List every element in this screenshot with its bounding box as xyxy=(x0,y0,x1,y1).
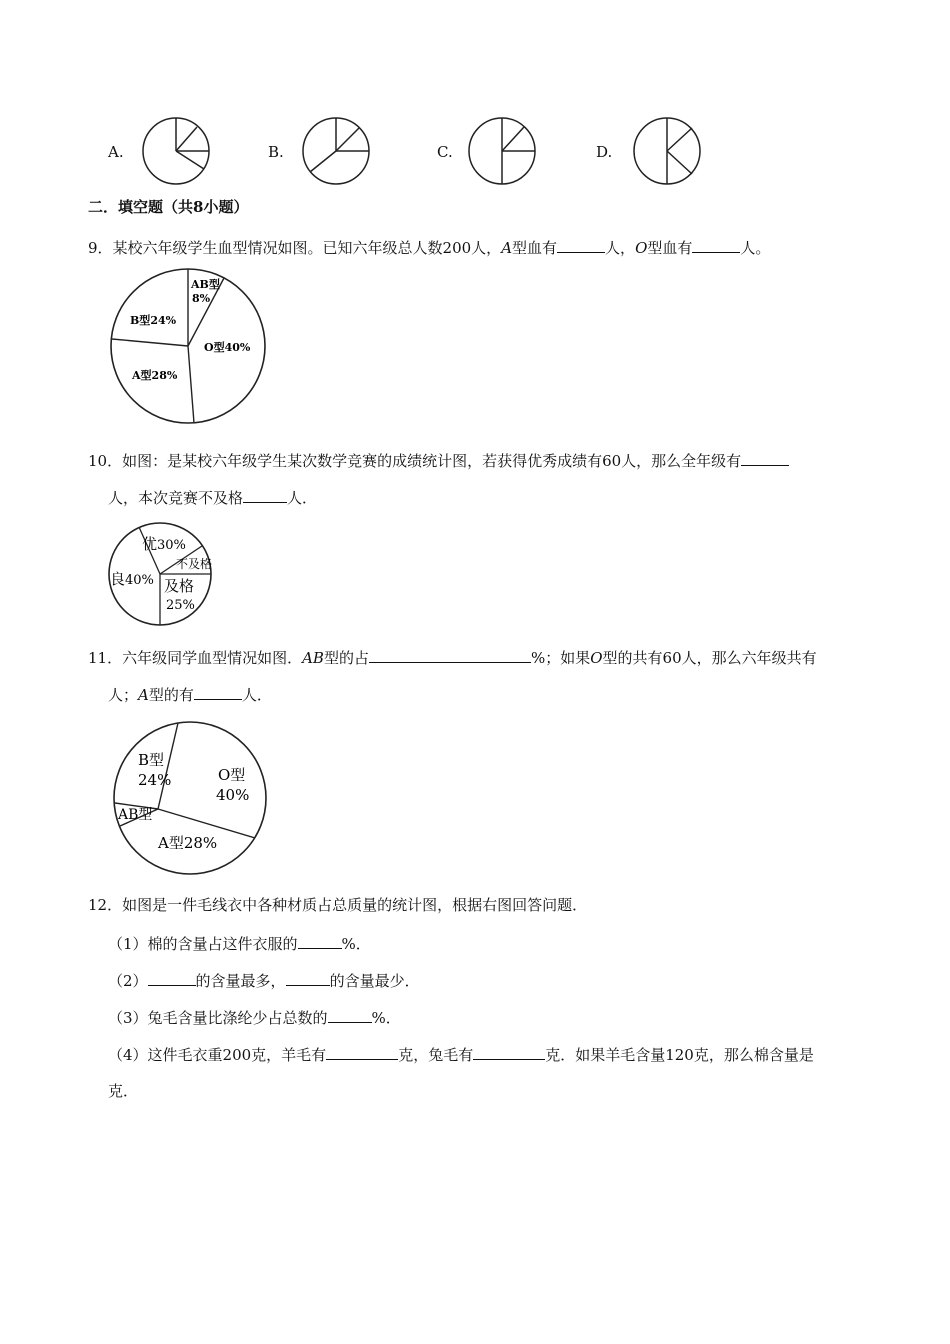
q11-label-b-value: 24% xyxy=(138,771,172,789)
question-11-line1 xyxy=(88,647,817,668)
q12-p2a: （2） xyxy=(108,972,148,990)
question-12-part2 xyxy=(108,970,420,991)
q10-blank-total[interactable] xyxy=(741,450,789,466)
q11-blank-a[interactable] xyxy=(194,684,242,700)
q9-label-ab-value: 8% xyxy=(192,292,211,305)
q12-blank-least[interactable] xyxy=(286,970,330,986)
q9-label-b-value: 24% xyxy=(150,314,177,327)
question-10-line2 xyxy=(108,487,317,508)
section-title: 二．填空题（共8小题） xyxy=(88,198,249,216)
q9-label-a-value: 28% xyxy=(151,369,178,382)
q9-blank-o[interactable] xyxy=(692,237,740,253)
q10-label-excellent-value: 30% xyxy=(157,538,186,553)
q9-label-ab: AB型 xyxy=(191,278,220,291)
q10-label-good-name: 良 xyxy=(110,570,126,588)
q12-blank-diff[interactable] xyxy=(328,1007,372,1023)
q11-line2b: 型的有 xyxy=(148,686,194,704)
q12-blank-most[interactable] xyxy=(148,970,196,986)
q11-pie-chart xyxy=(108,718,272,878)
q9-text5: 人。 xyxy=(740,239,771,257)
question-10-line1 xyxy=(88,450,789,471)
q12-blank-wool[interactable] xyxy=(326,1044,398,1060)
option-c-label[interactable]: C. xyxy=(437,143,453,161)
q10-line1: 10．如图：是某校六年级学生某次数学竞赛的成绩统计图，若获得优秀成绩有60人，那么全年级有 xyxy=(88,452,742,470)
q9-divider-a-b xyxy=(112,339,188,346)
q12-p4a: （4）这件毛衣重200克，羊毛有 xyxy=(108,1046,327,1064)
option-d-label[interactable]: D. xyxy=(596,143,613,161)
q12-blank-cotton[interactable] xyxy=(298,933,342,949)
q11-label-ab: AB型 xyxy=(118,807,153,823)
q12-p1a: （1）棉的含量占这件衣服的 xyxy=(108,935,298,953)
q9-text1: 9．某校六年级学生血型情况如图。已知六年级总人数200人， xyxy=(88,239,502,257)
question-9 xyxy=(88,237,770,258)
q11-text1: 11．六年级同学血型情况如图． xyxy=(88,649,303,667)
q9-blank-a[interactable] xyxy=(557,237,605,253)
q10-label-good xyxy=(110,570,154,588)
q9-label-a-name: A型 xyxy=(132,369,152,382)
q11-label-a-value: 28% xyxy=(183,834,218,852)
q11-label-a-name: A型 xyxy=(158,834,184,852)
q9-var-o: O xyxy=(635,239,648,257)
q12-p2c: 的含量最少． xyxy=(329,972,420,990)
q11-line2c: 人． xyxy=(241,686,272,704)
q11-label-o: O型 xyxy=(218,766,246,784)
q9-text4: 型血有 xyxy=(647,239,693,257)
question-12-part3 xyxy=(108,1007,401,1028)
question-11-line2 xyxy=(108,684,272,705)
q10-label-good-value: 40% xyxy=(125,573,154,588)
option-d-circle[interactable] xyxy=(631,115,703,187)
q11-text2: 型的占 xyxy=(323,649,369,667)
q9-label-b-name: B型 xyxy=(130,314,151,327)
q10-label-pass-value: 25% xyxy=(166,598,195,613)
q11-blank-ab[interactable] xyxy=(369,647,531,663)
q11-label-o-value: 40% xyxy=(216,786,250,804)
q9-label-o xyxy=(204,340,251,354)
q11-var-ab: AB xyxy=(302,649,324,667)
question-12-part1 xyxy=(108,933,371,954)
q11-var-o: O xyxy=(590,649,603,667)
q11-text3: %；如果 xyxy=(530,649,591,667)
q12-blank-rabbit[interactable] xyxy=(473,1044,545,1060)
q9-var-a: A xyxy=(501,239,513,257)
q10-label-fail: 不及格 xyxy=(176,557,213,571)
q10-pie-chart xyxy=(104,520,222,630)
q10-label-excellent-name: 优 xyxy=(142,535,158,553)
q9-label-a xyxy=(131,368,178,382)
q10-line2a: 人，本次竞赛不及格 xyxy=(108,489,244,507)
q12-p3b: %． xyxy=(371,1009,401,1027)
q9-label-o-value: 40% xyxy=(224,341,251,354)
q12-p2b: 的含量最多， xyxy=(195,972,286,990)
option-a-label[interactable]: A. xyxy=(108,143,124,161)
q10-label-pass: 及格 xyxy=(164,577,195,595)
q10-label-excellent xyxy=(142,535,186,553)
option-b-label[interactable]: B. xyxy=(268,143,284,161)
option-b-circle[interactable] xyxy=(300,115,372,187)
q12-p1b: %． xyxy=(341,935,371,953)
q12-p3a: （3）兔毛含量比涤纶少占总数的 xyxy=(108,1009,328,1027)
q12-p4b: 克，兔毛有 xyxy=(398,1046,474,1064)
q12-p4c: 克．如果羊毛含量120克，那么棉含量是 xyxy=(545,1046,814,1064)
q11-label-b: B型 xyxy=(138,751,165,769)
question-12-intro: 12．如图是一件毛线衣中各种材质占总质量的统计图，根据右图回答问题． xyxy=(88,896,588,914)
q9-divider-o-a xyxy=(188,346,194,423)
q9-label-b xyxy=(130,313,177,327)
q10-blank-fail[interactable] xyxy=(243,487,287,503)
q9-pie-chart xyxy=(108,265,272,429)
q9-text2: 型血有 xyxy=(512,239,558,257)
q11-text4: 型的共有60人，那么六年级共有 xyxy=(602,649,817,667)
option-a-circle[interactable] xyxy=(140,115,212,187)
question-12-part4 xyxy=(108,1044,814,1065)
question-12-part4-end: 克． xyxy=(108,1082,139,1100)
q11-var-a: A xyxy=(138,686,149,704)
q10-line2b: 人． xyxy=(287,489,318,507)
q11-line2a: 人； xyxy=(108,686,139,704)
q9-text3: 人， xyxy=(605,239,636,257)
q11-label-a xyxy=(157,834,217,852)
q9-label-o-name: O型 xyxy=(204,341,225,354)
option-c-circle[interactable] xyxy=(466,115,538,187)
